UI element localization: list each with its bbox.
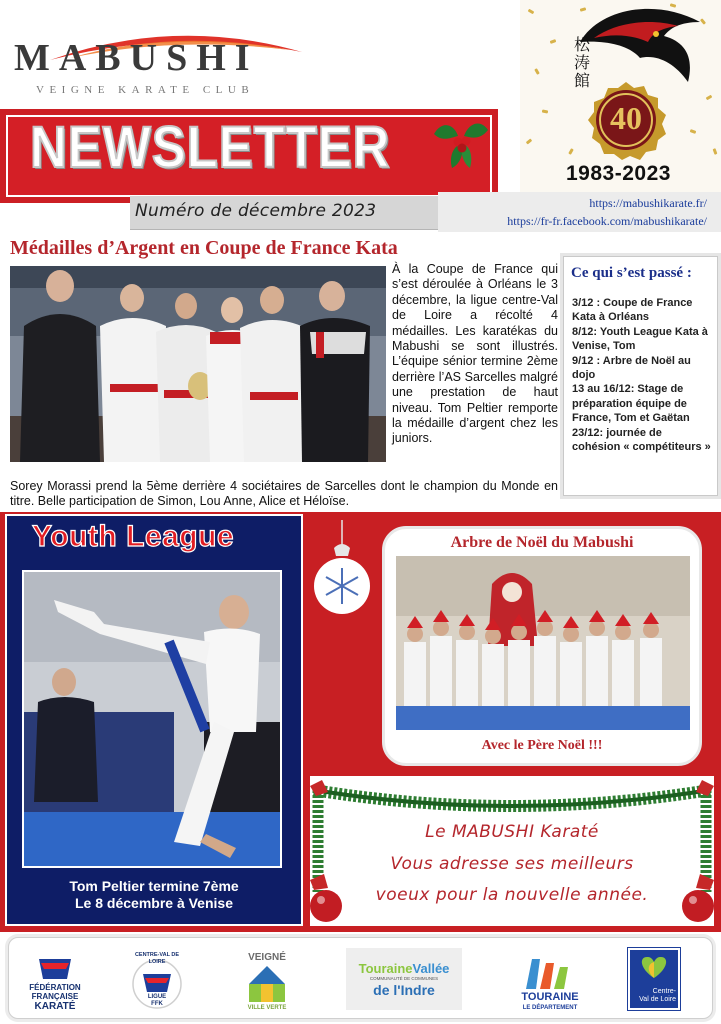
wishes-line3: voeux pour la nouvelle année. xyxy=(375,885,649,905)
article-column-text: À la Coupe de France qui s’est déroulée à Orléans le 3 décembre, la ligue centre-Val de Loire a récolté 4 médailles. Les karatékas du Mabushi se sont illustrés. L’équipe sénior termine 2ème derrière l’AS Sarcelles malgré une prestation de haut niveau. Tom Peltier remporte la médaille d’argent chez les juniors. xyxy=(392,262,558,446)
list-item: 8/12: Youth League Kata à Venise, Tom xyxy=(572,325,708,353)
ffk-emblem-icon xyxy=(35,953,75,983)
snowflake-ornament-icon xyxy=(312,520,372,620)
podium-photo xyxy=(10,266,386,462)
anniversary-number: 40 xyxy=(610,100,642,136)
article-title: Médailles d’Argent en Coupe de France Kata xyxy=(10,237,398,259)
newsletter-title: NEWSLETTER xyxy=(30,115,391,180)
kanji-text: 松涛館 xyxy=(574,35,591,90)
youth-league-photo xyxy=(22,570,282,868)
noel-title: Arbre de Noël du Mabushi xyxy=(450,534,634,551)
past-events-title: Ce qui s’est passé : xyxy=(571,265,692,281)
article-full-text: Sorey Morassi prend la 5ème derrière 4 sociétaires de Sarcelles dont le champion du Monde en titre. Belle participation de Simon, Lou Anne, Alice et Héloïse. xyxy=(10,479,558,509)
noel-group-photo xyxy=(396,556,690,730)
youth-league-caption-line1: Tom Peltier termine 7ème xyxy=(69,878,239,894)
website-link[interactable]: https://mabushikarate.fr/ xyxy=(589,196,707,210)
wishes-line2: Vous adresse ses meilleurs xyxy=(390,854,634,874)
veigne-emblem-icon xyxy=(245,964,289,1004)
logo-name: MABUSHI xyxy=(14,37,259,79)
logo-subtitle: VEIGNE KARATE CLUB xyxy=(36,84,255,96)
facebook-link[interactable]: https://fr-fr.facebook.com/mabushikarate/ xyxy=(507,214,707,228)
touraine-emblem-icon xyxy=(520,955,580,991)
list-item: 3/12 : Coupe de France Kata à Orléans xyxy=(572,297,693,324)
issue-label: Numéro de décembre 2023 xyxy=(135,201,377,221)
youth-league-caption-line2: Le 8 décembre à Venise xyxy=(75,895,233,911)
anniversary-years: 1983-2023 xyxy=(566,162,671,185)
touraine-departement-logo: TOURAINE LE DÉPARTEMENT xyxy=(508,946,592,1012)
region-logo: Centre- Val de Loire xyxy=(628,948,680,1010)
noel-caption: Avec le Père Noël !!! xyxy=(481,738,603,753)
ligue-logo: CENTRE-VAL DE LOIRE LIGUE FFK xyxy=(122,946,192,1012)
article-column xyxy=(390,258,560,479)
holly-icon xyxy=(428,116,494,176)
region-heart-icon xyxy=(637,954,671,980)
list-item: 23/12: journée de cohésion « compétiteurs » xyxy=(572,426,711,454)
youth-league-title: Youth League xyxy=(32,520,235,553)
veigne-logo: VEIGNÉ VILLE VERTE xyxy=(232,946,302,1012)
past-events-list xyxy=(572,296,712,454)
club-logo xyxy=(0,0,330,110)
list-item: 9/12 : Arbre de Noël au dojo xyxy=(572,354,691,382)
touraine-vallee-logo: TouraineVallée COMMUNAUTÉ DE COMMUNES de l'Indre xyxy=(346,948,462,1010)
list-item: 13 au 16/12: Stage de préparation équipe de France, Tom et Gaëtan xyxy=(572,383,690,425)
wishes-line1: Le MABUSHI Karaté xyxy=(425,822,599,842)
ffk-logo: FÉDÉRATION FRANÇAISE KARATÉ xyxy=(22,946,88,1012)
